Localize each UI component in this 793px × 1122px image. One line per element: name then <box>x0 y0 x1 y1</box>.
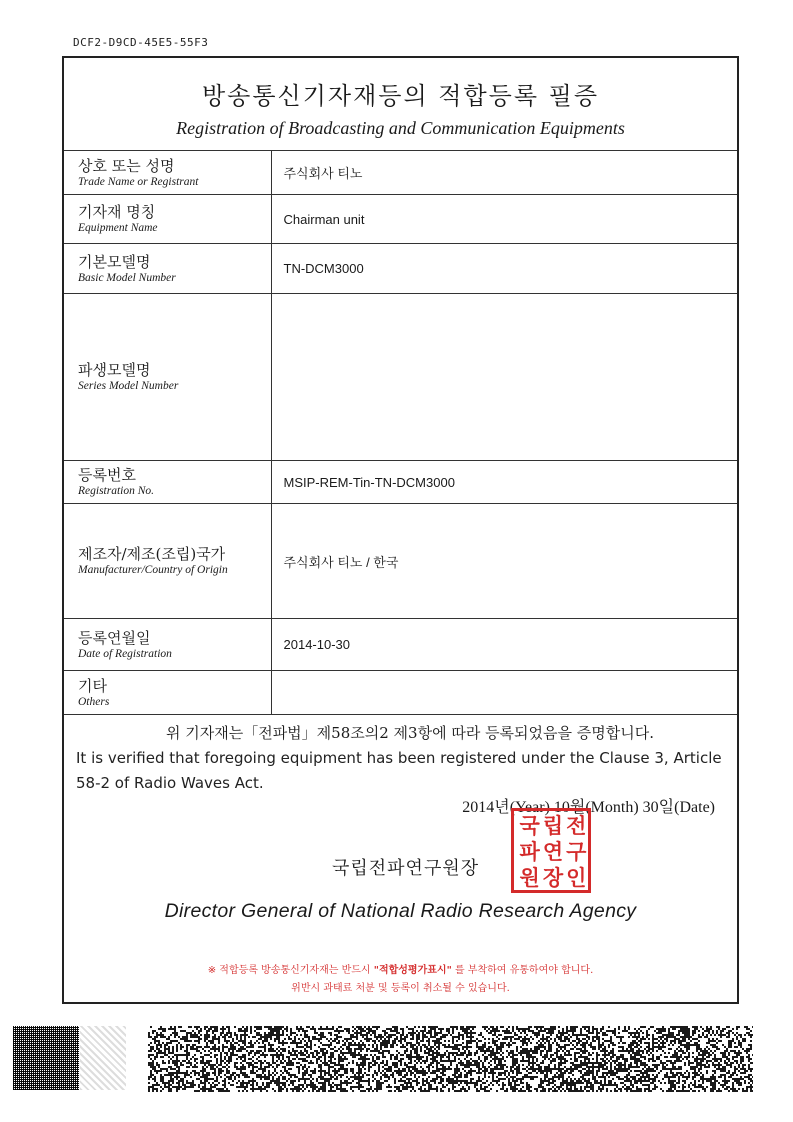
seal-char: 구 <box>566 840 587 864</box>
registration-no-label-ko: 등록번호 <box>78 466 136 484</box>
seal-char: 파 <box>519 840 540 864</box>
row-series-model <box>64 294 737 461</box>
notice <box>64 962 737 998</box>
row-registration-no <box>64 461 737 504</box>
seal-char: 립 <box>542 814 564 838</box>
basic-model-label-en: Basic Model Number <box>78 271 176 284</box>
trade-name-label-en: Trade Name or Registrant <box>78 175 199 188</box>
label-cell <box>64 151 271 195</box>
equipment-name-value: Chairman unit <box>271 195 737 244</box>
series-model-value <box>271 294 737 461</box>
trade-name-label-ko: 상호 또는 성명 <box>78 156 175 175</box>
others-value <box>271 671 737 715</box>
equipment-name-label-ko: 기자재 명칭 <box>78 203 156 221</box>
seal-char: 국 <box>519 814 540 838</box>
basic-model-value: TN-DCM3000 <box>271 244 737 294</box>
notice-line-1 <box>64 962 737 980</box>
notice-prefix: ※ 적합등록 방송통신기자재는 반드시 <box>207 965 374 976</box>
official-seal <box>511 808 591 893</box>
barcode-block-left <box>13 1026 79 1090</box>
manufacturer-value: 주식회사 티노 / 한국 <box>271 504 737 619</box>
manufacturer-label-en: Manufacturer/Country of Origin <box>78 564 228 576</box>
document-id: DCF2-D9CD-45E5-55F3 <box>73 36 209 49</box>
seal-char: 연 <box>542 840 564 864</box>
notice-suffix: 를 부착하여 유통하여야 합니다. <box>451 965 594 976</box>
registration-date-value: 2014-10-30 <box>271 619 737 671</box>
director-english: Director General of National Radio Research Agency <box>164 900 637 922</box>
row-manufacturer <box>64 504 737 619</box>
registration-table <box>64 150 737 715</box>
title-korean: 방송통신기자재등의 적합등록 필증 <box>201 82 600 110</box>
barcode-block-left-light <box>80 1026 126 1090</box>
label-cell <box>64 244 271 294</box>
title-english: Registration of Broadcasting and Communication Equipments <box>176 118 625 138</box>
registration-no-label-en: Registration No. <box>78 485 155 497</box>
seal-char: 인 <box>566 866 587 890</box>
seal-char: 원 <box>519 866 540 890</box>
issue-date: 2014년(Year) 10월(Month) 30일(Date) <box>462 799 715 816</box>
label-cell <box>64 504 271 619</box>
label-cell <box>64 195 271 244</box>
label-cell <box>64 461 271 504</box>
seal-char: 장 <box>542 866 564 890</box>
others-label-ko: 기타 <box>78 676 107 695</box>
trade-name-value: 주식회사 티노 <box>271 151 737 195</box>
others-label-en: Others <box>78 695 110 708</box>
row-registration-date <box>64 619 737 671</box>
label-cell <box>64 294 271 461</box>
row-equipment-name <box>64 195 737 244</box>
2d-barcode-strip <box>148 1026 753 1092</box>
series-model-label-ko: 파생모델명 <box>78 361 151 379</box>
row-trade-name <box>64 151 737 195</box>
seal-characters <box>518 813 588 891</box>
label-cell <box>64 671 271 715</box>
series-model-label-en: Series Model Number <box>78 380 179 392</box>
row-basic-model <box>64 244 737 294</box>
basic-model-label-ko: 기본모델명 <box>78 252 151 271</box>
certificate-frame <box>62 56 739 1004</box>
notice-line-2: 위반시 과태료 처분 및 등록이 취소될 수 있습니다. <box>291 983 510 994</box>
equipment-name-label-en: Equipment Name <box>78 222 158 234</box>
agency-head-korean: 국립전파연구원장 <box>332 858 480 879</box>
certification-korean: 위 기자재는「전파법」제58조의2 제3항에 따라 등록되었음을 증명합니다. <box>165 724 654 742</box>
label-cell <box>64 619 271 671</box>
seal-char: 전 <box>566 814 587 838</box>
registration-no-value: MSIP-REM-Tin-TN-DCM3000 <box>271 461 737 504</box>
manufacturer-label-ko: 제조자/제조(조립)국가 <box>78 545 226 563</box>
registration-date-label-en: Date of Registration <box>78 647 172 660</box>
registration-date-label-ko: 등록연월일 <box>78 628 151 647</box>
notice-emphasis: "적합성평가표시" <box>373 965 452 976</box>
certification-english: It is verified that foregoing equipment has been registered under the Clause 3, Article 58-2 of Radio Waves Act. <box>76 749 722 792</box>
row-others <box>64 671 737 715</box>
